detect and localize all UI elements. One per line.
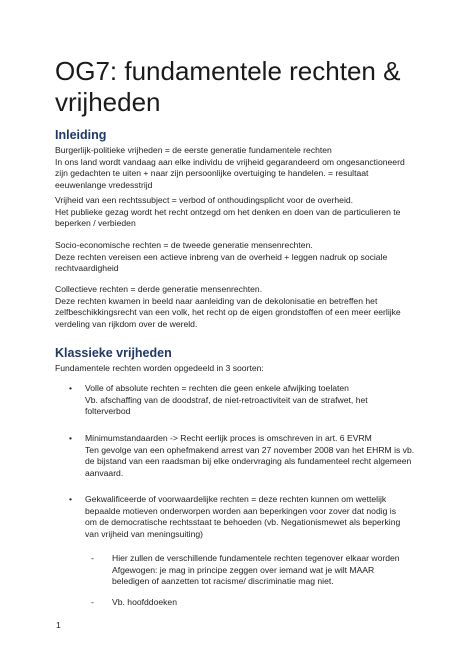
sub-item-headscarves <box>112 597 432 609</box>
text-line: zijn gedachten te uiten + naar zijn persoonlijke overtuiging te handelen. = resultaat <box>55 168 369 179</box>
paragraph-generation-1 <box>55 145 425 191</box>
text-line: Hier zullen de verschillende fundamentele rechten tegenover elkaar worden <box>112 553 400 563</box>
text-line: aanvaard. <box>85 467 124 478</box>
text-line: van vrijheid van meningsuiting) <box>85 528 203 539</box>
dash-marker: - <box>91 553 94 563</box>
text-line: Het publieke gezag wordt het recht ontzegd om het denken en doen van de particulieren te <box>55 206 401 217</box>
list-item-qualified-rights <box>85 494 430 540</box>
bullet-icon: • <box>69 494 73 504</box>
heading-klassieke-vrijheden: Klassieke vrijheden <box>55 346 172 360</box>
page-number: 1 <box>56 620 61 630</box>
paragraph-vrijheid <box>55 195 425 230</box>
text-line: Afgewogen: je mag in principe zeggen over iemand wat je wilt MAAR <box>112 564 375 575</box>
text-line: Volle of absolute rechten = rechten die geen enkele afwijking toelaten <box>85 383 349 393</box>
bullet-icon: • <box>69 433 73 443</box>
text-line: Vb. afschaffing van de doodstraf, de niet-retroactiviteit van de strafwet, het <box>85 394 368 405</box>
sub-item-weighing-rights <box>112 553 432 588</box>
text-line: Vb. hoofddoeken <box>112 597 177 607</box>
page-title: OG7: fundamentele rechten & vrijheden <box>55 56 401 117</box>
list-item-minimum-standards <box>85 433 430 479</box>
text-line: Collectieve rechten = derde generatie mensenrechten. <box>55 284 263 294</box>
text-line: Deze rechten kwamen in beeld naar aanleiding van de dekolonisatie en betreffen het <box>55 295 378 306</box>
text-line: Gekwalificeerde of voorwaardelijke rechten = deze rechten kunnen om wettelijk <box>85 494 387 504</box>
text-line: Fundamentele rechten worden opgedeeld in 3 soorten: <box>55 363 264 373</box>
text-line: folterverbod <box>85 406 131 417</box>
text-line: de bijstand van een raadsman bij elke ondervraging als fundamenteel recht algemeen <box>85 456 412 467</box>
text-line: Deze rechten vereisen een actieve inbreng van de overheid + leggen nadruk op sociale <box>55 251 388 262</box>
bullet-icon: • <box>69 383 73 393</box>
text-line: Minimumstandaarden -> Recht eerlijk proces is omschreven in art. 6 EVRM <box>85 433 372 443</box>
list-item-absolute-rights <box>85 383 430 418</box>
text-line: Vrijheid van een rechtssubject = verbod of onthoudingsplicht voor de overheid. <box>55 195 354 205</box>
text-line: om de democratische rechtsstaat te behoeden (vb. Negationismewet als beperking <box>85 517 401 528</box>
heading-inleiding: Inleiding <box>55 128 107 142</box>
text-line: beledigen of aanzetten tot racisme/ discriminatie mag niet. <box>112 576 334 587</box>
text-line: zelfbeschikkingsrecht van een volk, het recht op de eigen grondstoffen of een meer eerlijke <box>55 307 401 318</box>
text-line: bepaalde motieven onderworpen worden aan beperkingen voor zover dat nodig is <box>85 505 397 516</box>
paragraph-generation-3 <box>55 284 425 330</box>
text-line: In ons land wordt vandaag aan elke individu de vrijheid gegarandeerd om ongesanctioneerd <box>55 156 405 167</box>
text-line: eeuwenlange vredesstrijd <box>55 179 153 190</box>
text-line: Socio-economische rechten = de tweede generatie mensenrechten. <box>55 240 313 250</box>
text-line: beperken / verbieden <box>55 218 136 229</box>
text-line: verdeling van rijkdom over de wereld. <box>55 318 198 329</box>
lead-paragraph <box>55 363 425 375</box>
paragraph-generation-2 <box>55 240 425 275</box>
dash-marker: - <box>91 597 94 607</box>
text-line: Ten gevolge van een ophefmakend arrest van 27 november 2008 van het EHRM is vb. <box>85 444 415 455</box>
text-line: rechtvaardigheid <box>55 263 119 274</box>
text-line: Burgerlijk-politieke vrijheden = de eerste generatie fundamentele rechten <box>55 145 332 155</box>
